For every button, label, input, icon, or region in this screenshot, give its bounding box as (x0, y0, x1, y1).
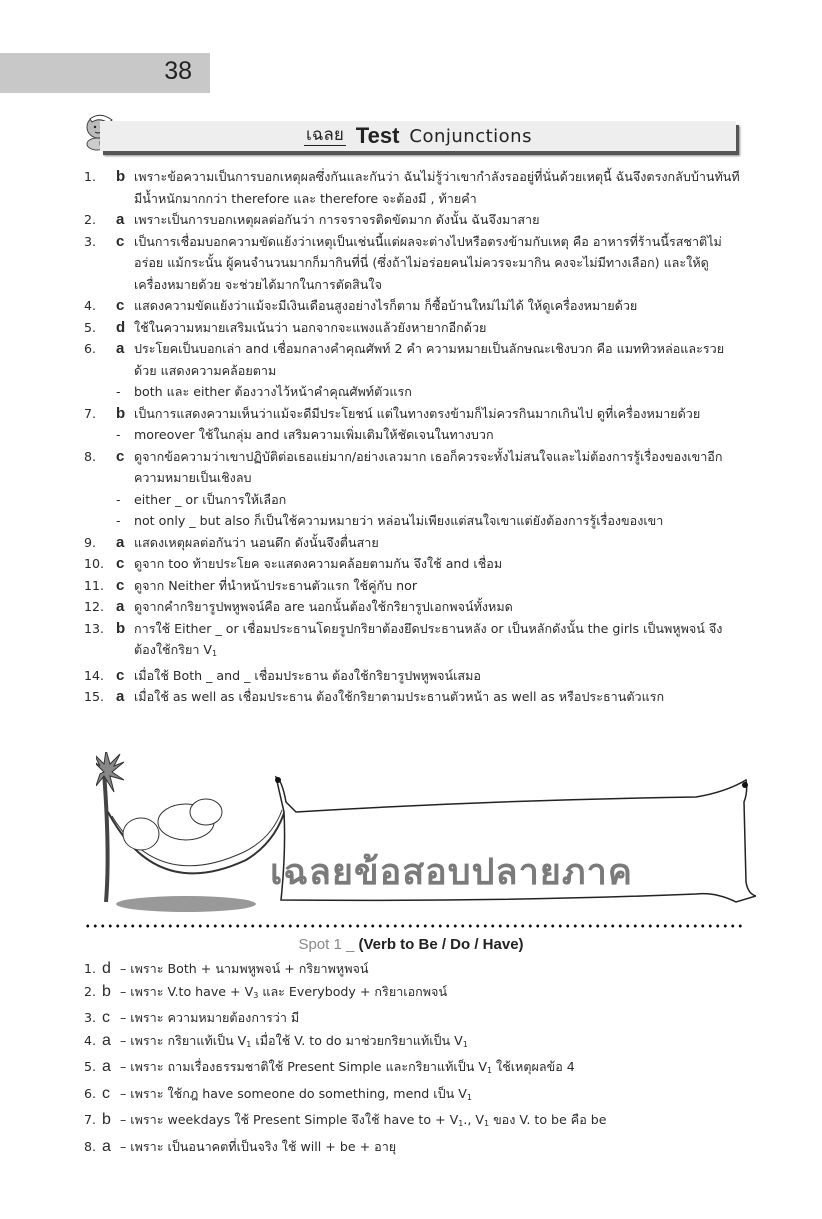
answer-note: - either _ or เป็นการให้เลือก (116, 491, 287, 507)
answer-key: c (116, 555, 125, 572)
spot-answer-explanation: – เพราะ Both + นามพหูพจน์ + กริยาพหูพจน์ (120, 961, 369, 976)
answer-key: c (116, 232, 125, 250)
answer-explanation: แสดงความขัดแย้งว่าแม้จะมีเงินเดือนสูงอย่างไรก็ตาม ก็ซื้อบ้านใหม่ไม่ได้ ให้ดูเครื่องหมายด้วย (134, 298, 638, 313)
spot-answer-explanation: – เพราะ ความหมายต้องการว่า มี (120, 1010, 300, 1025)
answer-key: b (116, 619, 126, 637)
spot-answer-key: c (102, 1084, 110, 1102)
answer-explanation: เพราะเป็นการบอกเหตุผลต่อกันว่า การจราจรติดขัดมาก ดังนั้น ฉันจึงมาสาย (134, 212, 540, 227)
answer-key: c (116, 576, 125, 594)
answer-number: 12. (84, 599, 105, 614)
answer-explanation: ดูจาก Neither ที่นำหน้าประธานตัวแรก ใช้คู่กับ nor (134, 577, 417, 593)
spot-answer-number: 8. (84, 1138, 97, 1154)
answer-key: a (116, 598, 125, 615)
spot-answer-key: a (102, 1137, 111, 1155)
spot-answer-item (84, 1136, 744, 1159)
answer-item (84, 596, 744, 618)
answer-explanation: เป็นการเชื่อมบอกความขัดแย้งว่าเหตุเป็นเช่นนี้แต่ผลจะต่างไปหรือตรงข้ามกับเหตุ คือ อาหารที่ร้านนี้รสชาติไม่อร่อย แม้กระนั้น ผู้คนจำนวนมากก็มากินที่นี่ (ซึ่งถ้าไม่อร่อยคนไม่ควรจะมากิน คงจะไม่มีทางเลือก) และให้ดูเครื่องหมายด้วย จะช่วยได้มากในการตัดสินใจ (134, 233, 722, 292)
answer-item (84, 338, 744, 381)
spot-answer-item (84, 958, 744, 981)
answer-key: a (116, 533, 125, 551)
answer-key: c (116, 447, 125, 465)
answer-item (84, 575, 744, 597)
spot-answer-number: 7. (84, 1112, 97, 1127)
answer-item (84, 231, 744, 296)
answer-key: a (116, 340, 125, 357)
spot-answer-key: c (102, 1009, 110, 1026)
spot-answer-number: 6. (84, 1085, 97, 1101)
answer-note: - both และ either ต้องวางไว้หน้าคำคุณศัพท์ตัวแรก (116, 384, 412, 399)
answer-explanation: ดูจากข้อความว่าเขาปฏิบัติต่อเธอแย่มาก/อย่างเลวมาก เธอก็ควรจะทั้งไม่สนใจและไม่ต้องการรู้เรื่องของเขาอีก ความหมายเป็นเชิงลบ (134, 448, 723, 485)
answer-number: 1. (84, 169, 97, 184)
answer-item (84, 446, 744, 489)
answer-number: 2. (84, 212, 97, 227)
spot-answer-item (84, 1083, 744, 1110)
answer-explanation: แสดงเหตุผลต่อกันว่า นอนดึก ดังนั้นจึงตื่นสาย (134, 534, 379, 550)
answer-explanation: เมื่อใช้ as well as เชื่อมประธาน ต้องใช้กริยาตามประธานตัวหน้า as well as หรือประธานตัวแรก (134, 689, 665, 704)
dotted-divider (84, 924, 744, 928)
spot-answer-item (84, 981, 744, 1008)
spot-answer-explanation: – เพราะ weekdays ใช้ Present Simple จึงใช้ have to + $V_1$., $V_1$ ของ V. to be คือ be (120, 1112, 607, 1128)
page-number-block (0, 53, 210, 93)
spot-answer-number: 1. (84, 961, 97, 976)
answer-number: 11. (84, 577, 105, 593)
page-number: 38 (164, 57, 192, 85)
answer-key: c (116, 666, 125, 684)
answer-explanation: เพราะข้อความเป็นการบอกเหตุผลซึ่งกันและกันว่า ฉันไม่รู้ว่าเขากำลังรออยู่ที่นั่นด้วยเหตุนี้ ฉันจึงตรงกลับบ้านทันที มีน้ำหนักมากกว่า therefore และ therefore จะต้องมี , ท้ายคำ (134, 169, 740, 206)
spot-answer-explanation: – เพราะ กริยาแท้เป็น $V_1$ เมื่อใช้ V. to do มาช่วยกริยาแท้เป็น $V_1$ (120, 1032, 468, 1049)
spot-answer-explanation: – เพราะ ใช้กฎ have someone do something, mend เป็น $V_1$ (120, 1085, 472, 1102)
spot-title-main: (Verb to Be / Do / Have) (358, 936, 524, 953)
spot-answer-explanation: – เพราะ V.to have + $V_3$ และ Everybody + กริยาเอกพจน์ (120, 983, 448, 1000)
spot-answer-number: 4. (84, 1032, 97, 1048)
answer-explanation: การใช้ Either _ or เชื่อมประธานโดยรูปกริยาต้องยึดประธานหลัง or เป็นหลักดังนั้น the girls เป็นพหูพจน์ จึงต้องใช้กริยา $V_1$ (134, 620, 723, 658)
answer-explanation: ดูจากคำกริยารูปพหูพจน์คือ are นอกนั้นต้องใช้กริยารูปเอกพจน์ทั้งหมด (134, 599, 513, 614)
answer-key: a (116, 211, 125, 228)
answer-item (84, 686, 744, 708)
answer-number: 14. (84, 667, 105, 683)
spot-answer-key: d (102, 960, 111, 977)
answer-key: b (116, 168, 126, 185)
answer-item (84, 317, 744, 339)
answer-key: c (116, 297, 125, 314)
answer-number: 9. (84, 534, 97, 550)
spot-answer-list (84, 958, 744, 1158)
spot-answer-key: b (102, 1111, 111, 1128)
spot-title-prefix: Spot 1 _ (298, 936, 355, 953)
spot-answer-item (84, 1007, 744, 1030)
spot-answer-item (84, 1109, 744, 1136)
answer-number: 13. (84, 620, 105, 636)
header-test-label: Test (355, 123, 400, 148)
answer-number: 10. (84, 556, 105, 571)
answer-explanation: เมื่อใช้ Both _ and _ เชื่อมประธาน ต้องใช้กริยารูปพหูพจน์เสมอ (134, 667, 481, 683)
answer-item (84, 403, 744, 425)
spot-answer-number: 2. (84, 983, 97, 999)
answer-note: - moreover ใช้ในกลุ่ม and เสริมความเพิ่มเติมให้ชัดเจนในทางบวก (116, 427, 494, 442)
answer-key: a (116, 688, 125, 705)
answer-number: 7. (84, 405, 97, 421)
header-answer-label: เฉลย (306, 125, 344, 145)
answer-explanation: เป็นการแสดงความเห็นว่าแม้จะดีมีประโยชน์ แต่ในทางตรงข้ามก็ไม่ควรกินมากเกินไป ดูที่เครื่องหมายด้วย (134, 405, 701, 421)
spot-answer-explanation: – เพราะ ถามเรื่องธรรมชาติใช้ Present Simple และกริยาแท้เป็น $V_1$ ใช้เหตุผลข้อ 4 (120, 1059, 575, 1075)
answer-item (84, 665, 744, 687)
answer-item (84, 553, 744, 575)
answer-number: 6. (84, 341, 97, 356)
banner-title: เฉลยข้อสอบปลายภาค (270, 852, 633, 893)
answer-explanation: ประโยคเป็นบอกเล่า and เชื่อมกลางคำคุณศัพท์ 2 คำ ความหมายเป็นลักษณะเชิงบวก คือ แมททิวหล่อและรวยด้วย แสดงความคล้อยตาม (134, 341, 725, 378)
answer-number: 4. (84, 298, 97, 313)
answer-explanation: ดูจาก too ท้ายประโยค จะแสดงความคล้อยตามกัน จึงใช้ and เชื่อม (134, 556, 503, 571)
spot-answer-number: 5. (84, 1059, 97, 1074)
section-header (100, 121, 736, 151)
answer-key: d (116, 318, 126, 336)
answer-number: 5. (84, 319, 97, 335)
spot-answer-number: 3. (84, 1010, 97, 1025)
header-topic: Conjunctions (409, 125, 532, 147)
answer-number: 15. (84, 689, 105, 704)
answer-list (84, 166, 744, 708)
spot-answer-key: a (102, 1058, 111, 1075)
answer-item (84, 532, 744, 554)
answer-number: 3. (84, 233, 97, 249)
answer-note: - not only _ but also ก็เป็นใช้ความหมายว่า หล่อนไม่เพียงแต่สนใจเขาแต่ยังต้องการรู้เรื่องของเขา (116, 513, 664, 528)
answer-item (84, 618, 744, 665)
answer-item (84, 166, 744, 209)
spot-answer-key: b (102, 982, 111, 1000)
spot-answer-item (84, 1030, 744, 1057)
spot-answer-explanation: – เพราะ เป็นอนาคตที่เป็นจริง ใช้ will + be + อายุ (120, 1138, 397, 1154)
answer-item (84, 295, 744, 317)
spot-title (0, 936, 822, 953)
answer-key: b (116, 404, 126, 422)
spot-answer-item (84, 1056, 744, 1083)
answer-explanation: ใช้ในความหมายเสริมเน้นว่า นอกจากจะแพงแล้วยังหายากอีกด้วย (134, 319, 487, 335)
answer-item (84, 209, 744, 231)
spot-answer-key: a (102, 1031, 111, 1049)
answer-number: 8. (84, 448, 97, 464)
